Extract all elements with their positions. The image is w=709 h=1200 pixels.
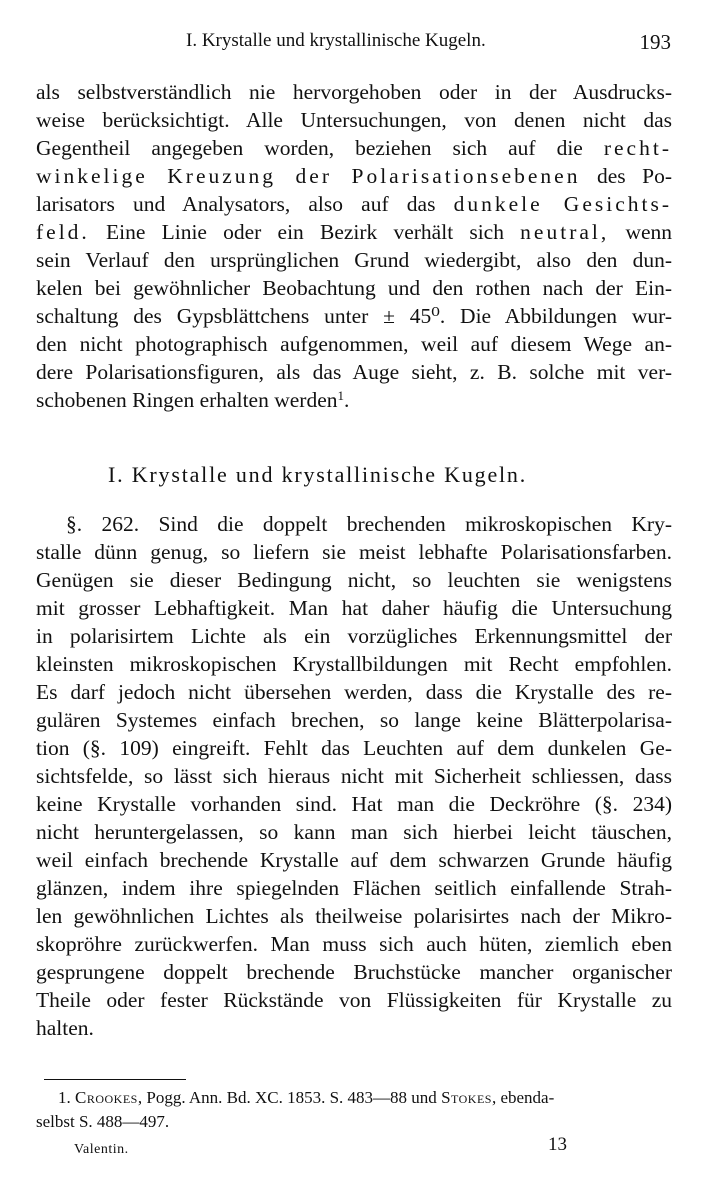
page-header xyxy=(36,30,671,58)
text-line: in polarisirtem Lichte als ein vorzügliches Erkennungsmittel der xyxy=(36,624,672,648)
text-fragment: Gegentheil angegeben worden, beziehen sich auf die xyxy=(36,136,583,160)
text-line: nicht heruntergelassen, so kann man sich hierbei leicht täuschen, xyxy=(36,820,672,844)
text-line: halten. xyxy=(36,1016,94,1040)
text-line: glänzen, indem ihre spiegelnden Flächen seitlich einfallende Strah- xyxy=(36,876,672,900)
footnote-author: Stokes xyxy=(441,1088,492,1107)
footnote-author: Crookes xyxy=(75,1088,138,1107)
text-line: §. 262. Sind die doppelt brechenden mikroskopischen Kry- xyxy=(66,512,672,536)
emphasized-text: neutral, xyxy=(520,220,610,244)
footnote-reference: 1 xyxy=(337,388,344,403)
section-heading: I. Krystalle und krystallinische Kugeln. xyxy=(108,462,528,487)
text-line xyxy=(36,162,672,190)
footnote-number: 1. xyxy=(58,1088,71,1107)
footnote-divider xyxy=(44,1079,186,1080)
text-line: Theile oder fester Rückstände von Flüssigkeiten für Krystalle zu xyxy=(36,988,672,1012)
emphasized-text: winkelige Kreuzung der Polarisationsebenen xyxy=(36,164,581,188)
text-line: weise berücksichtigt. Alle Untersuchungen, von denen nicht das xyxy=(36,108,672,132)
footnote-text: , ebenda- xyxy=(491,1088,555,1107)
text-line: weil einfach brechende Krystalle auf dem schwarzen Grunde häufig xyxy=(36,848,672,872)
text-line: als selbstverständlich nie hervorgehoben oder in der Ausdrucks- xyxy=(36,80,672,104)
text-line: gulären Systemes einfach brechen, so lange keine Blätterpolarisa- xyxy=(36,708,672,732)
text-fragment: des Po- xyxy=(596,164,672,188)
printer-signature: Valentin. xyxy=(74,1142,129,1157)
text-line: Genügen sie dieser Bedingung nicht, so leuchten sie wenigstens xyxy=(36,568,672,592)
text-fragment: schobenen Ringen erhalten werden xyxy=(36,388,338,412)
text-line: len gewöhnlichen Lichtes als theilweise polarisirtes nach der Mikro- xyxy=(36,904,672,928)
text-fragment: larisators und Analysators, also auf das xyxy=(36,192,436,216)
text-fragment: wenn xyxy=(625,220,673,244)
footnote-line xyxy=(58,1086,680,1110)
text-line: tion (§. 109) eingreift. Fehlt das Leuchten auf dem dunkelen Ge- xyxy=(36,736,672,760)
text-line: stalle dünn genug, so liefern sie meist lebhafte Polarisationsfarben. xyxy=(36,540,672,564)
footnote-text: , Pogg. Ann. Bd. XC. 1853. S. 483—88 und xyxy=(137,1088,437,1107)
text-line: schobenen Ringen erhalten werden$^1$. xyxy=(36,388,350,412)
text-line: kelen bei gewöhnlicher Beobachtung und den rothen nach der Ein- xyxy=(36,276,672,300)
text-line: den nicht photographisch aufgenommen, weil auf diesem Wege an- xyxy=(36,332,672,356)
text-line: dere Polarisationsfiguren, als das Auge sieht, z. B. solche mit ver- xyxy=(36,360,672,384)
text-line: sichtsfelde, so lässt sich hieraus nicht mit Sicherheit schliessen, dass xyxy=(36,764,672,788)
sheet-number: 13 xyxy=(548,1134,567,1155)
emphasized-text: recht- xyxy=(603,136,672,160)
text-line xyxy=(36,190,672,218)
text-line: gesprungene doppelt brechende Bruchstücke mancher organischer xyxy=(36,960,672,984)
text-fragment: Eine Linie oder ein Bezirk verhält sich xyxy=(106,220,504,244)
text-line: mit grosser Lebhaftigkeit. Man hat daher häufig die Untersuchung xyxy=(36,596,672,620)
text-line xyxy=(36,134,672,162)
running-title: I. Krystalle und krystallinische Kugeln. xyxy=(186,30,486,51)
emphasized-text: feld. xyxy=(36,220,90,244)
text-line xyxy=(36,218,672,246)
text-line: schaltung des Gypsblättchens unter ± 45⁰. Die Abbildungen wur- xyxy=(36,304,672,328)
footnote-line: selbst S. 488—497. xyxy=(36,1112,170,1131)
emphasized-text: dunkele Gesichts- xyxy=(453,192,673,216)
text-line: skopröhre zurückwerfen. Man muss sich auch hüten, ziemlich eben xyxy=(36,932,672,956)
text-line: keine Krystalle vorhanden sind. Hat man die Deckröhre (§. 234) xyxy=(36,792,672,816)
text-line: Es darf jedoch nicht übersehen werden, dass die Krystalle des re- xyxy=(36,680,672,704)
text-line: sein Verlauf den ursprünglichen Grund wiedergibt, also den dun- xyxy=(36,248,672,272)
text-line: kleinsten mikroskopischen Krystallbildungen mit Recht empfohlen. xyxy=(36,652,672,676)
page-number: 193 xyxy=(639,30,671,54)
